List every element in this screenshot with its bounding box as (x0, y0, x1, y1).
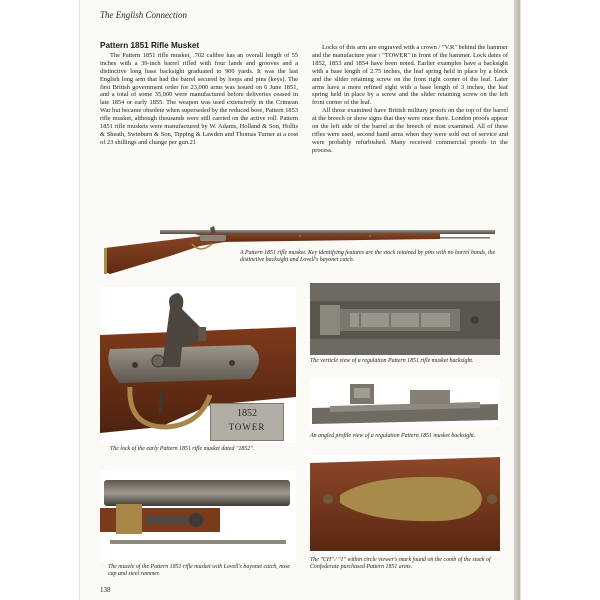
lock-photo (100, 287, 296, 443)
stock-comb-illustration (310, 455, 500, 555)
backsight-angle-photo (310, 378, 500, 426)
right-text-column (312, 44, 508, 155)
stock-comb-caption: The "CH" / "1" within circle viewer's mark found on the comb of the stock of Confederate purchased Pattern 1851 arms. (310, 557, 491, 570)
book-spine-edge (514, 0, 520, 600)
backsight-top-photo (310, 283, 500, 355)
section-title: Pattern 1851 Rifle Musket (100, 41, 200, 50)
stock-comb-photo (310, 455, 500, 555)
muzzle-illustration (100, 470, 296, 562)
lock-stamp-year: 1852 (237, 408, 257, 419)
body-paragraph: Locks of this arm are engraved with a crown / "V.R" behind the hammer and the manufacture year / "TOWER" in front of the hammer. Lock dates of 1852, 1853 and 1854 have been noted. Earlier examples have a backsight with a base length of 2.75 inches, the leaf spring held in place by a block and the slider retaining screw on the front right corner of the leaf. Later arms have a more refined sight with a base length of 3 inches, the leaf spring held in place by a screw and the slider retaining screw on the left front corner of the leaf. (312, 44, 508, 107)
backsight-angle-illustration (310, 378, 500, 426)
muzzle-photo (100, 470, 296, 562)
backsight-angle-caption: An angled profile view of a regulation Pattern 1851 musket backsight. (310, 433, 476, 439)
body-paragraph: All those examined have British military proofs on the top of the barrel at the breech or show signs that they were once there. London proofs appear on the left side of the barrel at the breech of most examined. All of these rifles were used, second hand arms when they were sold out of service and were probably refurbished. Many received commercial proofs in the process. (312, 107, 508, 154)
musket-caption: A Pattern 1851 rifle musket. Key identifying features are the stock retained by pins with no barrel bands, the distinctive backsight and Lovell's bayonet catch. (240, 250, 496, 263)
left-text-column (100, 42, 298, 147)
body-paragraph: The Pattern 1851 rifle musket, .702 calibre has an overall length of 55 inches with a 39-inch barrel rifled with four lands and grooves and a distinctive long base backsight graduated to 900 yards. It was the last English long arm that had the barrel secured by loops and pins (keys). The first British government order for 23,000 arms was issued on 6 June 1851, and a total of some 35,000 were manufactured before deliveries ceased in late 1854 or early 1855. The weapon was used extensively in the Crimean War but became obsolete when superseded by the reduced bore, Pattern 1853 rifle musket, although thousands were still carried on the active roll. Pattern 1851 rifle muskets were manufactured by W. Adams, Holland & Son, Hollis & Sheath, Swinburn & Son, Tipping & Lawden and Thomas Turner at a cost of 23 shillings and change per gun.21 (100, 51, 298, 146)
muzzle-caption: The muzzle of the Pattern 1851 rifle musket with Lovell's bayonet catch, nose cap and steel rammer. (108, 564, 291, 577)
lock-stamp-inset (210, 403, 284, 441)
page-number: 138 (100, 586, 111, 594)
running-head: The English Connection (100, 10, 187, 20)
lock-stamp-maker: TOWER (228, 422, 266, 432)
backsight-top-illustration (310, 283, 500, 355)
backsight-top-caption: The verticle view of a regulation Pattern 1851 rifle musket backsight. (310, 358, 474, 364)
lock-caption: The lock of the early Pattern 1851 rifle musket dated "1852". (110, 446, 255, 452)
